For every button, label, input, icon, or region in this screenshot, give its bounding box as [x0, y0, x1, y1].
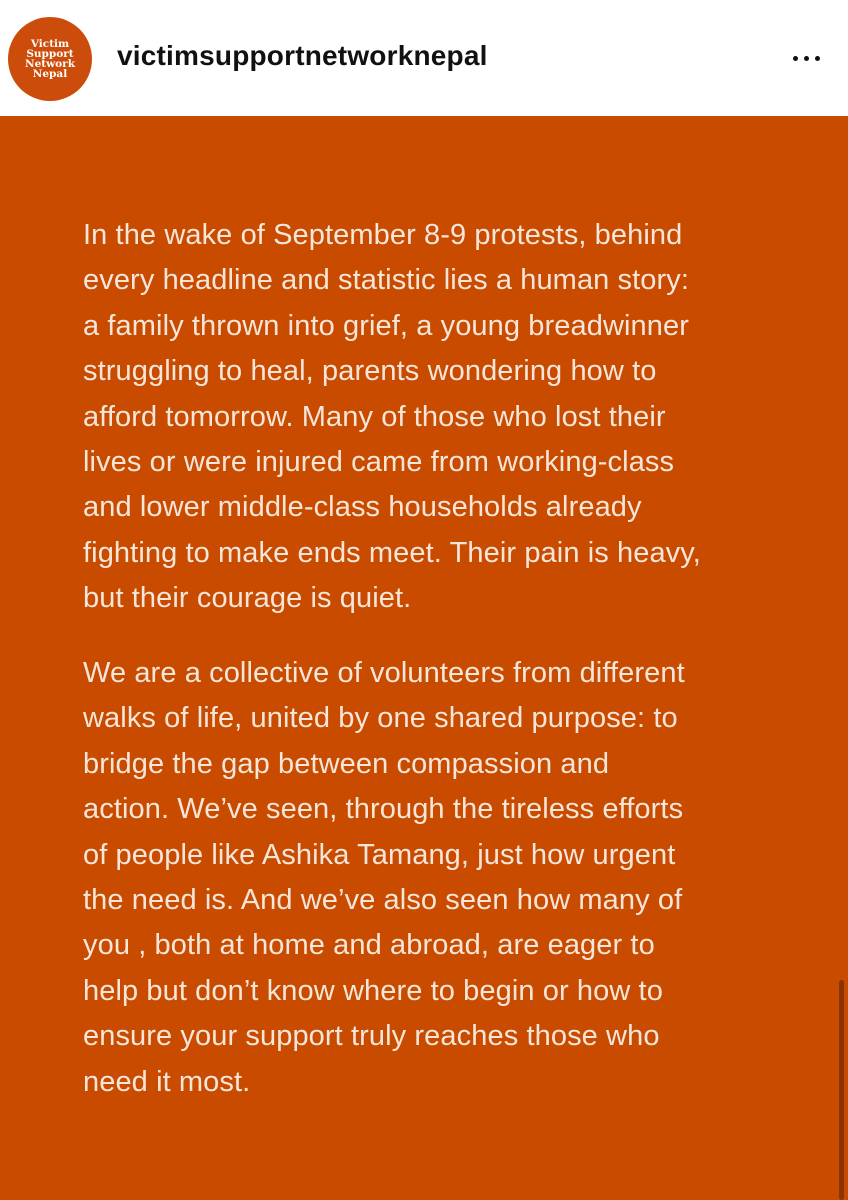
text-line: and lower middle-class households already: [83, 491, 642, 524]
text-line: struggling to heal, parents wondering how to: [83, 355, 657, 388]
paragraph-1: [83, 213, 803, 622]
text-line: lives or were injured came from working-class: [83, 446, 675, 479]
text-line: ensure your support truly reaches those who: [83, 1020, 660, 1053]
text-line: but their courage is quiet.: [83, 582, 412, 615]
username[interactable]: victimsupportnetworknepal: [117, 40, 488, 71]
text-line: In the wake of September 8-9 protests, behind: [83, 219, 683, 251]
avatar-text-line: Network: [25, 58, 75, 70]
more-dot: [815, 56, 820, 61]
text-line: walks of life, united by one shared purpose: to: [83, 702, 678, 735]
post-image: [0, 116, 848, 1200]
text-line: help but don’t know where to begin or how to: [83, 974, 663, 1007]
avatar-text-line: Support: [26, 48, 74, 60]
text-line: of people like Ashika Tamang, just how urgent: [83, 838, 676, 871]
text-line: a family thrown into grief, a young breadwinner: [83, 309, 689, 342]
text-line: need it most.: [83, 1065, 251, 1098]
text-line: bridge the gap between compassion and: [83, 747, 610, 780]
paragraph-2: [83, 651, 803, 1105]
more-dot: [793, 56, 798, 61]
text-line: fighting to make ends meet. Their pain is heavy,: [83, 536, 701, 569]
more-dot: [804, 56, 809, 61]
post-header: [0, 0, 848, 116]
text-line: afford tomorrow. Many of those who lost their: [83, 400, 666, 433]
text-line: action. We’ve seen, through the tireless efforts: [83, 793, 684, 826]
avatar-text-line: Victim: [30, 38, 70, 50]
text-line: We are a collective of volunteers from different: [83, 657, 685, 689]
more-options-icon[interactable]: [776, 40, 836, 76]
text-line: you , both at home and abroad, are eager to: [83, 929, 655, 962]
avatar-text-line: Nepal: [32, 68, 68, 80]
text-line: every headline and statistic lies a human story:: [83, 264, 690, 297]
text-line: the need is. And we’ve also seen how many of: [83, 884, 683, 917]
scrollbar[interactable]: [839, 980, 844, 1200]
avatar[interactable]: [8, 17, 92, 101]
